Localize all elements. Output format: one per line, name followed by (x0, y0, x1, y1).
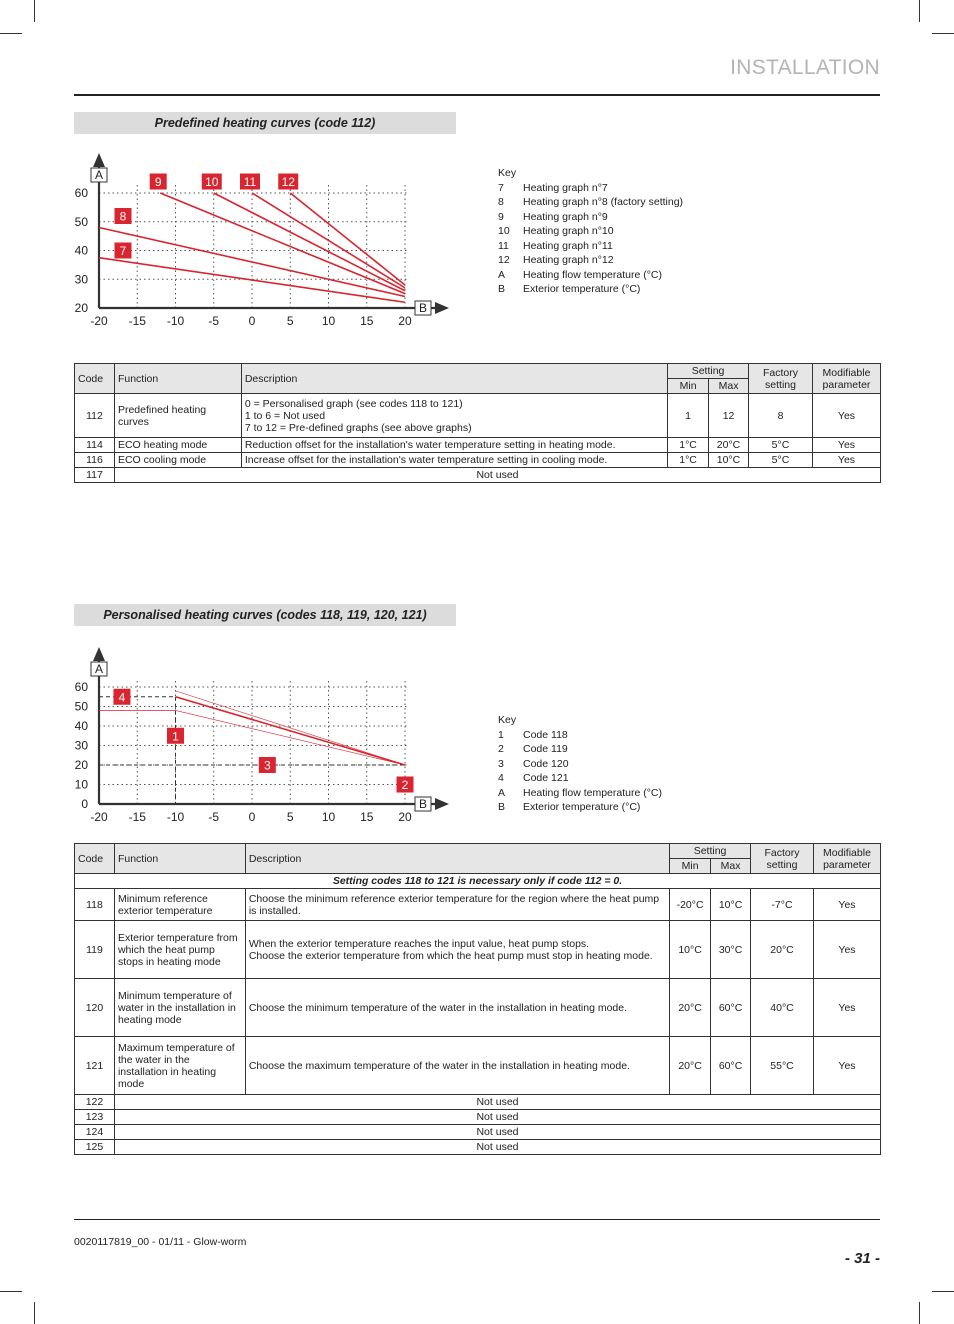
cell-function: ECO heating mode (114, 438, 241, 453)
key-item (498, 786, 662, 801)
key-item (498, 224, 683, 239)
curve-number-label: 4 (118, 690, 126, 705)
cell-min: 20°C (670, 979, 711, 1037)
heating-curve-line (290, 193, 405, 285)
cell-factory: 20°C (751, 921, 814, 979)
key-item-code: 9 (498, 210, 504, 223)
cell-description: Choose the maximum temperature of the water in the installation in heating mode. (245, 1037, 669, 1095)
col-header-factory: Factory setting (749, 364, 813, 394)
key-item-code: 11 (498, 239, 509, 252)
personalised-curves-table (74, 843, 881, 1155)
page-section-title: INSTALLATION (730, 56, 880, 79)
x-tick-label: 5 (286, 810, 294, 824)
crop-mark (0, 33, 22, 34)
key-item (498, 771, 662, 786)
table-row (75, 1125, 881, 1140)
heating-curve-line (176, 710, 406, 765)
key-item (498, 195, 683, 210)
curve-number-label: 11 (243, 175, 257, 189)
curve-number-label: 1 (172, 729, 179, 744)
key-item (498, 253, 683, 268)
table-row (75, 453, 881, 468)
col-header-setting: Setting (668, 364, 749, 379)
key-item (498, 742, 662, 757)
cell-code: 117 (75, 468, 115, 483)
table-row (75, 394, 881, 438)
cell-max: 60°C (711, 979, 751, 1037)
col-header-min: Min (668, 379, 709, 394)
key-item-text: Exterior temperature (°C) (523, 801, 641, 813)
key-item-text: Code 118 (523, 728, 568, 741)
x-tick-label: -10 (166, 810, 185, 824)
y-tick-label: 30 (74, 738, 88, 753)
x-tick-label: -15 (128, 810, 146, 824)
table-row (75, 1140, 881, 1155)
key-item (498, 181, 683, 196)
cell-min: 1°C (668, 453, 709, 468)
curve-number-label: 9 (154, 175, 162, 189)
x-tick-label: 0 (248, 314, 256, 328)
x-tick-label: -20 (90, 810, 108, 824)
curve-number-label: 8 (119, 209, 127, 224)
key-item-text: Code 119 (523, 743, 568, 755)
footer-divider (74, 1219, 880, 1220)
cell-not-used: Not used (114, 1110, 880, 1125)
cell-max: 10°C (711, 889, 751, 921)
x-tick-label: 10 (321, 314, 336, 328)
cell-description: Choose the minimum temperature of the water in the installation in heating mode. (245, 979, 669, 1037)
col-header-modifiable: Modifiable parameter (813, 844, 880, 874)
key-item-code: 7 (498, 181, 504, 194)
cell-modifiable: Yes (813, 979, 880, 1037)
y-tick-label: 50 (74, 214, 88, 229)
header-divider (74, 94, 880, 96)
cell-modifiable: Yes (812, 453, 880, 468)
x-tick-label: 0 (248, 810, 256, 824)
cell-function: Minimum reference exterior temperature (114, 889, 245, 921)
cell-not-used: Not used (114, 1140, 880, 1155)
y-axis-arrow-icon (93, 647, 105, 661)
crop-mark (0, 1291, 22, 1292)
col-header-min: Min (670, 859, 711, 874)
key-item-code: A (498, 268, 506, 281)
heating-curve-line (99, 258, 405, 303)
key-item-text: Heating graph n°7 (523, 181, 608, 194)
y-tick-label: 30 (74, 272, 88, 287)
predefined-curves-chart (74, 140, 474, 345)
key-item (498, 210, 683, 225)
personalised-curves-key (498, 713, 662, 815)
key-item (498, 282, 683, 297)
heating-curve-line (99, 228, 405, 297)
curve-number-label: 7 (119, 244, 127, 258)
table-row (75, 889, 881, 921)
x-axis-label: B (418, 797, 428, 811)
x-tick-label: -5 (208, 810, 220, 824)
y-tick-label: 40 (74, 243, 88, 258)
key-item-text: Heating graph n°8 (factory setting) (523, 196, 684, 208)
key-item-text: Heating flow temperature (°C) (523, 786, 663, 799)
key-item-code: B (498, 283, 506, 295)
cell-code: 118 (75, 889, 115, 921)
cell-code: 122 (75, 1095, 115, 1110)
key-item-code: A (498, 786, 506, 799)
cell-function: Exterior temperature from which the heat pump stops in heating mode (114, 921, 245, 979)
col-header-factory: Factory setting (751, 844, 814, 874)
col-header-max: Max (711, 859, 751, 874)
key-item-code: 1 (498, 728, 504, 741)
key-item (498, 728, 662, 743)
x-tick-label: 10 (321, 810, 336, 824)
col-header-description: Description (241, 364, 667, 394)
cell-max: 30°C (711, 921, 751, 979)
page-number: - 31 - (844, 1250, 880, 1267)
cell-code: 114 (75, 438, 115, 453)
heating-curve-line (160, 193, 405, 294)
key-item-code: 3 (498, 757, 504, 770)
crop-mark (932, 1291, 954, 1292)
table-row (75, 1037, 881, 1095)
table-row (75, 1095, 881, 1110)
crop-mark (34, 0, 35, 22)
cell-factory: 5°C (749, 453, 813, 468)
y-tick-label: 10 (74, 777, 88, 792)
col-header-function: Function (114, 364, 241, 394)
cell-not-used: Not used (114, 468, 880, 483)
curve-number-label: 12 (281, 175, 295, 189)
key-item-text: Heating graph n°11 (523, 239, 613, 252)
cell-code: 123 (75, 1110, 115, 1125)
cell-not-used: Not used (114, 1125, 880, 1140)
key-item-code: 2 (498, 743, 504, 755)
cell-code: 119 (75, 921, 115, 979)
key-item-code: 12 (498, 254, 510, 266)
y-axis-arrow-icon (93, 153, 105, 167)
document-reference: 0020117819_00 - 01/11 - Glow-worm (74, 1236, 247, 1248)
key-item-text: Exterior temperature (°C) (523, 283, 641, 295)
x-axis-arrow-icon (435, 798, 449, 810)
section-title-predefined-curves: Predefined heating curves (code 112) (74, 112, 456, 134)
key-item-text: Code 121 (523, 772, 569, 784)
cell-min: 1°C (668, 438, 709, 453)
cell-factory: 40°C (751, 979, 814, 1037)
cell-modifiable: Yes (812, 394, 880, 438)
y-axis-label: A (94, 168, 104, 182)
key-item-code: 4 (498, 772, 504, 784)
cell-function: Predefined heating curves (114, 394, 241, 438)
y-tick-label: 50 (74, 699, 88, 714)
cell-max: 20°C (709, 438, 749, 453)
y-tick-label: 20 (74, 301, 88, 315)
x-tick-label: 20 (398, 314, 412, 328)
key-item-text: Heating flow temperature (°C) (523, 268, 663, 281)
cell-description: 0 = Personalised graph (see codes 118 to 121) 1 to 6 = Not used 7 to 12 = Pre-defined graphs (see above graphs) (241, 394, 667, 438)
x-tick-label: -5 (208, 314, 220, 328)
crop-mark (932, 33, 954, 34)
cell-code: 121 (75, 1037, 115, 1095)
x-tick-label: -20 (90, 314, 108, 328)
x-tick-label: 15 (360, 314, 374, 328)
cell-min: -20°C (670, 889, 711, 921)
cell-code: 112 (75, 394, 115, 438)
crop-mark (919, 0, 920, 22)
y-axis-label: A (94, 662, 104, 676)
cell-factory: 5°C (749, 438, 813, 453)
cell-max: 10°C (709, 453, 749, 468)
curve-number-label: 3 (263, 758, 271, 773)
col-header-code: Code (75, 844, 115, 874)
key-item-code: B (498, 801, 506, 813)
crop-mark (34, 1302, 35, 1324)
cell-description: When the exterior temperature reaches the input value, heat pump stops. Choose the exterior temperature from which the heat pump must stop in heating mode. (245, 921, 669, 979)
curve-number-label: 2 (401, 778, 409, 792)
key-item (498, 268, 683, 283)
cell-factory: -7°C (751, 889, 814, 921)
cell-function: ECO cooling mode (114, 453, 241, 468)
crop-mark (919, 1302, 920, 1324)
y-tick-label: 60 (74, 680, 88, 694)
section-title-personalised-curves: Personalised heating curves (codes 118, 119, 120, 121) (74, 604, 456, 626)
personalised-curves-chart (74, 636, 474, 831)
predefined-curves-key (498, 166, 683, 297)
cell-function: Minimum temperature of water in the installation in heating mode (114, 979, 245, 1037)
cell-min: 20°C (670, 1037, 711, 1095)
col-header-description: Description (245, 844, 669, 874)
y-tick-label: 60 (74, 186, 88, 200)
x-tick-label: -15 (128, 314, 146, 328)
cell-function: Maximum temperature of the water in the installation in heating mode (114, 1037, 245, 1095)
key-heading: Key (498, 714, 517, 726)
x-axis-label: B (418, 301, 428, 315)
cell-modifiable: Yes (813, 1037, 880, 1095)
key-item (498, 757, 662, 772)
cell-max: 60°C (711, 1037, 751, 1095)
key-item-code: 8 (498, 196, 504, 208)
col-header-function: Function (114, 844, 245, 874)
x-tick-label: -10 (166, 314, 185, 328)
key-item-text: Heating graph n°10 (523, 225, 614, 237)
cell-modifiable: Yes (813, 921, 880, 979)
curve-number-label: 10 (205, 175, 219, 189)
cell-not-used: Not used (114, 1095, 880, 1110)
key-heading: Key (498, 167, 517, 179)
key-item-text: Heating graph n°9 (523, 210, 608, 223)
predefined-curves-table (74, 363, 881, 483)
col-header-setting: Setting (670, 844, 751, 859)
table-row (75, 979, 881, 1037)
cell-modifiable: Yes (813, 889, 880, 921)
table-row (75, 468, 881, 483)
cell-min: 1 (668, 394, 709, 438)
col-header-modifiable: Modifiable parameter (812, 364, 880, 394)
cell-factory: 8 (749, 394, 813, 438)
cell-code: 116 (75, 453, 115, 468)
key-item (498, 239, 683, 254)
cell-code: 124 (75, 1125, 115, 1140)
key-item-text: Heating graph n°12 (523, 254, 614, 266)
x-tick-label: 20 (398, 810, 412, 824)
y-tick-label: 0 (81, 797, 88, 811)
col-header-max: Max (709, 379, 749, 394)
key-item (498, 800, 662, 815)
cell-modifiable: Yes (812, 438, 880, 453)
cell-description: Increase offset for the installation's water temperature setting in cooling mode. (241, 453, 667, 468)
cell-description: Choose the minimum reference exterior temperature for the region where the heat pump is installed. (245, 889, 669, 921)
cell-code: 120 (75, 979, 115, 1037)
cell-factory: 55°C (751, 1037, 814, 1095)
cell-max: 12 (709, 394, 749, 438)
y-tick-label: 40 (74, 719, 88, 733)
table-row (75, 921, 881, 979)
y-tick-label: 20 (74, 758, 88, 772)
cell-description: Reduction offset for the installation's water temperature setting in heating mode. (241, 438, 667, 453)
x-tick-label: 5 (286, 314, 294, 328)
key-item-code: 10 (498, 225, 510, 237)
cell-min: 10°C (670, 921, 711, 979)
col-header-code: Code (75, 364, 115, 394)
x-axis-arrow-icon (435, 302, 449, 314)
key-item-text: Code 120 (523, 757, 569, 770)
table-row (75, 1110, 881, 1125)
x-tick-label: 15 (360, 810, 374, 824)
table-note: Setting codes 118 to 121 is necessary only if code 112 = 0. (75, 874, 881, 889)
cell-code: 125 (75, 1140, 115, 1155)
heating-curve-line (176, 697, 406, 765)
table-row (75, 438, 881, 453)
